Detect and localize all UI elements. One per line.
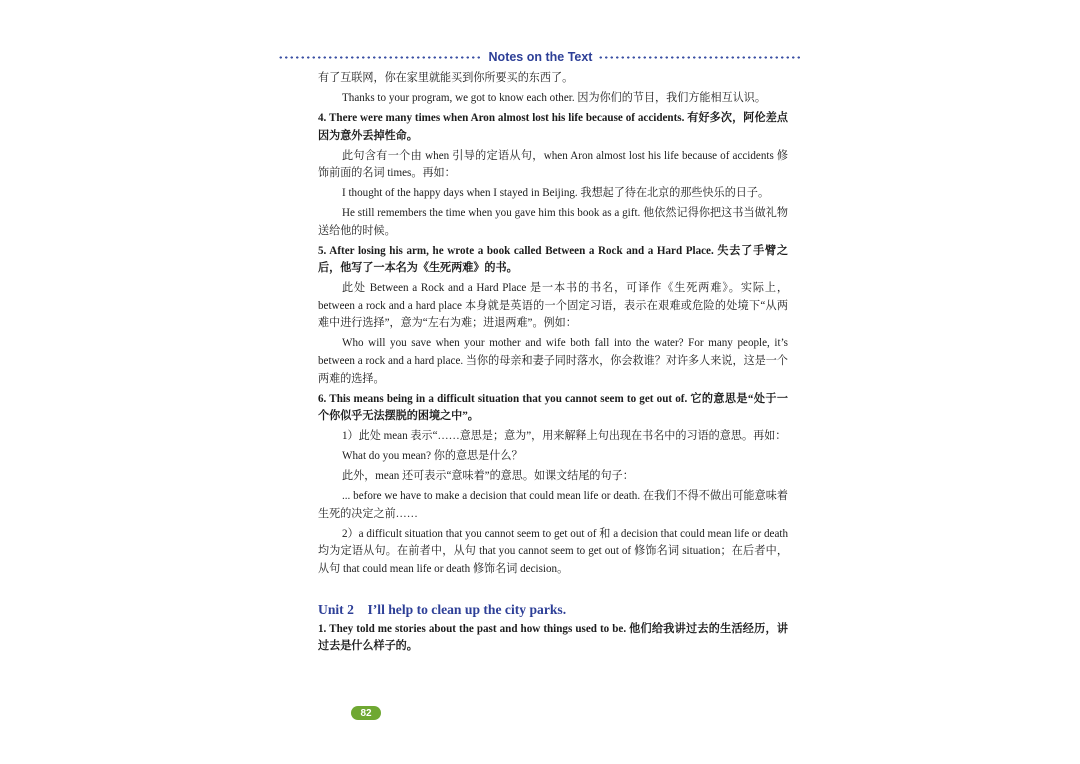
note-paragraph: 2）a difficult situation that you cannot seem to get out of 和 a decision that could mean life or death 均为定语从句。在前者中，从句 that you cannot seem to get out of 修饰名词 situation；在后者中，从句 that could mean life or death 修饰名词 decision。 [318,527,788,575]
note-paragraph: He still remembers the time when you gave him this book as a gift. 他依然记得你把这书当做礼物送给他的时候。 [318,207,788,237]
note-heading: 6. This means being in a difficult situation that you cannot seem to get out of. 它的意思是“处于一个你似乎无法摆脱的困境之中”。 [318,392,788,423]
note-paragraph: 此句含有一个由 when 引导的定语从句，when Aron almost lost his life because of accidents 修饰前面的名词 times。再如： [318,149,788,180]
note-paragraph: 此外，mean 还可表示“意味着”的意思。如课文结尾的句子： [342,470,634,483]
textbook-page [318,44,788,724]
page-content [318,70,788,658]
header-title: Notes on the Text [488,50,593,64]
note-paragraph: I thought of the happy days when I stayed in Beijing. 我想起了待在北京的那些快乐的日子。 [342,187,770,200]
note-heading: 4. There were many times when Aron almost lost his life because of accidents. 有好多次，阿伦差点因为意外丢掉性命。 [318,111,788,142]
note-paragraph: 此处 Between a Rock and a Hard Place 是一本书的书名，可译作《生死两难》。实际上，between a rock and a hard place 本身就是英语的一个固定习语，表示在艰难或危险的处境下“从两难中进行选择”，意为“左右为难；进退两难”。例如： [318,282,788,330]
section-header [278,49,803,65]
note-paragraph: Who will you save when your mother and wife both fall into the water? For many people, it’s between a rock and a hard place. 当你的母亲和妻子同时落水，你会救谁？对许多人来说，这是一个两难的选择。 [318,337,788,385]
page-number-badge: 82 [351,706,381,720]
note-paragraph: What do you mean? 你的意思是什么？ [342,450,523,463]
note-heading: 1. They told me stories about the past and how things used to be. 他们给我讲过去的生活经历，讲过去是什么样子的。 [318,622,788,653]
note-heading: 5. After losing his arm, he wrote a book called Between a Rock and a Hard Place. 失去了手臂之后，他写了一本名为《生死两难》的书。 [318,244,788,275]
note-paragraph: 1）此处 mean 表示“……意思是；意为”，用来解释上句出现在书名中的习语的意思。再如： [342,430,787,443]
note-paragraph: Thanks to your program, we got to know each other. 因为你们的节目，我们方能相互认识。 [342,91,766,104]
header-dots-right [598,56,803,59]
unit-paragraphs [318,621,788,656]
header-dots-left [278,56,483,59]
unit-title: Unit 2 I’ll help to clean up the city parks. [318,601,567,617]
note-paragraph: 有了互联网，你在家里就能买到你所要买的东西了。 [318,72,574,84]
notes-paragraphs [318,70,788,579]
note-paragraph: ... before we have to make a decision that could mean life or death. 在我们不得不做出可能意味着生死的决定之前…… [318,490,788,520]
